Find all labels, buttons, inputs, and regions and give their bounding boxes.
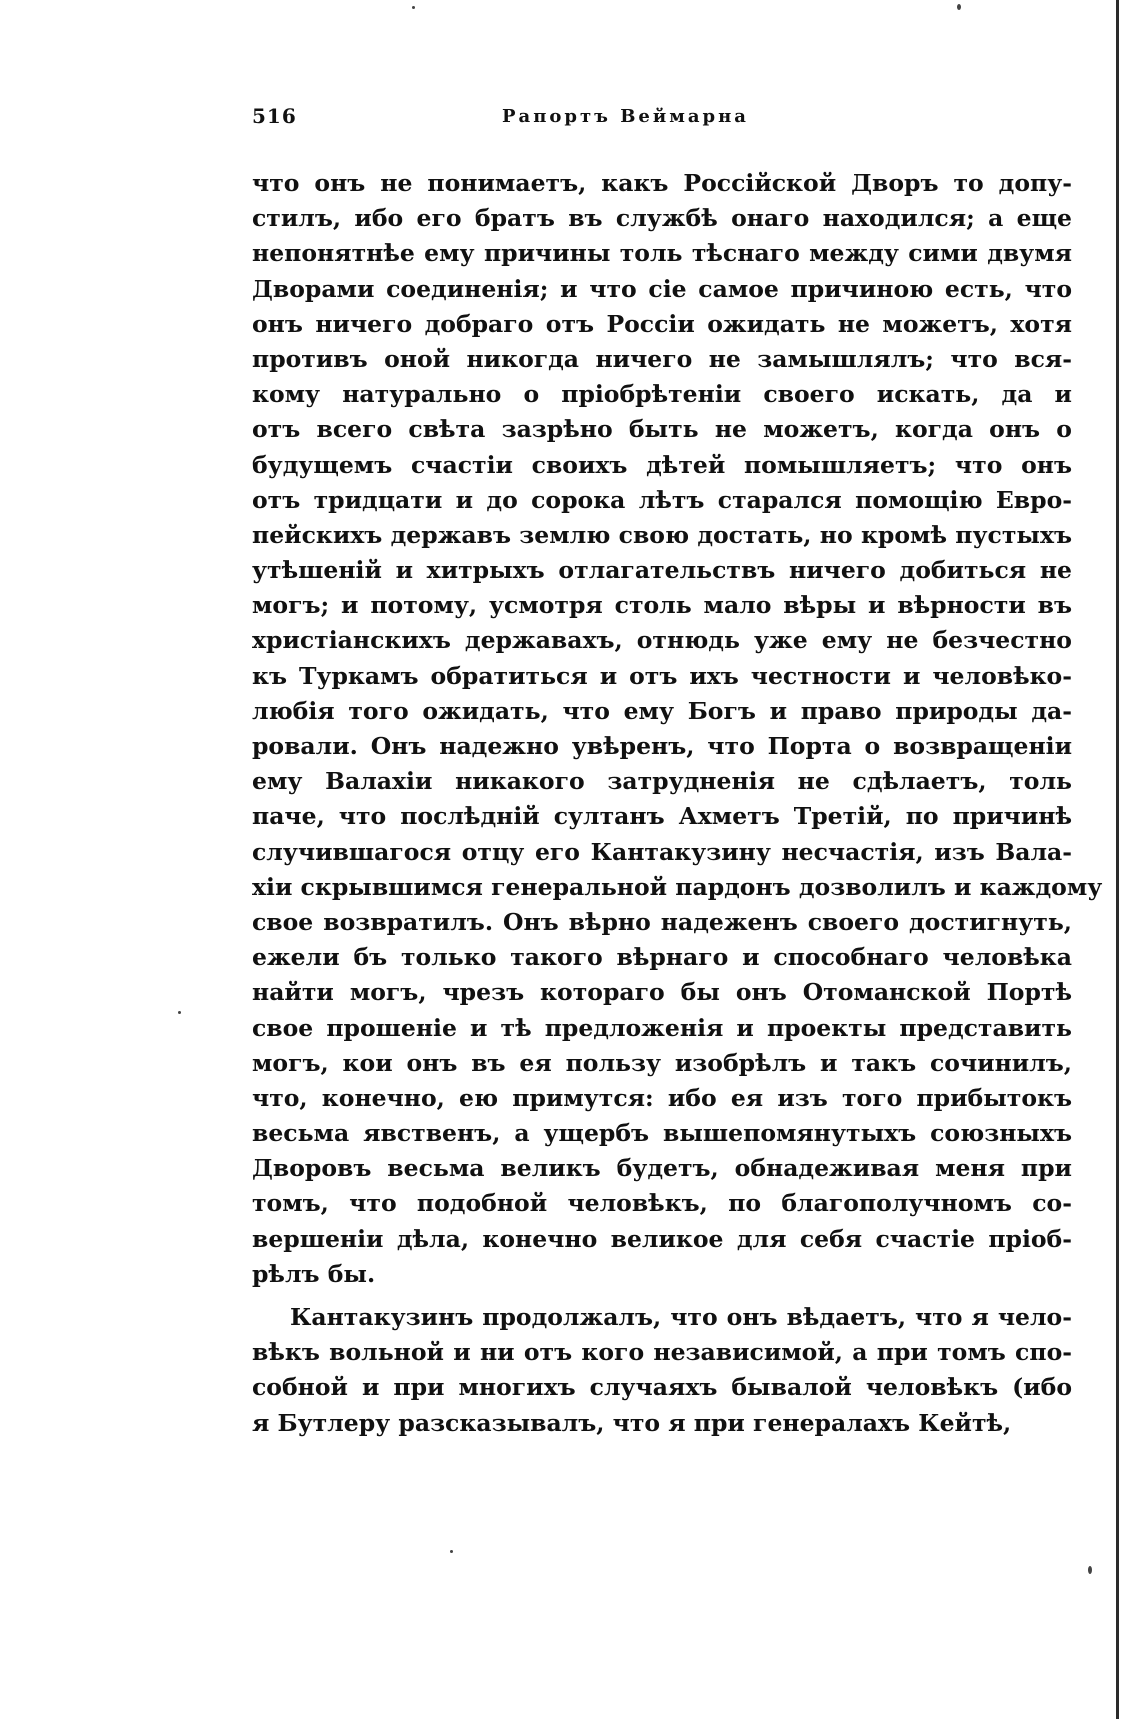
text-line: непонятнѣе ему причины толь тѣснаго между сими двумя — [252, 239, 1072, 268]
text-line: что онъ не понимаетъ, какъ Россійской Дворъ то допу- — [252, 169, 1072, 197]
text-line: Дворами соединенія; и что сіе самое причиною есть, что — [252, 274, 1072, 303]
text-line: вершеніи дѣла, конечно великое для себя счастіе пріоб- — [252, 1224, 1072, 1253]
text-line: Дворовъ весьма великъ будетъ, обнадеживая меня при — [252, 1154, 1072, 1183]
text-line: найти могъ, чрезъ котораго бы онъ Отоманской Портѣ — [252, 978, 1072, 1007]
text-line: кому натурально о пріобрѣтеніи своего искать, да и — [252, 380, 1072, 409]
text-line: ежели бъ только такого вѣрнаго и способнаго человѣка — [252, 943, 1072, 972]
paragraph-gap — [252, 1292, 1072, 1300]
ink-speck — [178, 1011, 181, 1014]
text-line: отъ тридцати и до сорока лѣтъ старался помощію Евро- — [252, 485, 1072, 514]
text-line: рѣлъ бы. — [252, 1259, 376, 1288]
text-line: утѣшеній и хитрыхъ отлагательствъ ничего добиться не — [252, 556, 1072, 585]
body-text — [252, 166, 1103, 1441]
text-line: стилъ, ибо его братъ въ службѣ онаго находился; а еще — [252, 204, 1072, 233]
text-line: случившагося отцу его Кантакузину несчастія, изъ Вала- — [252, 837, 1072, 866]
running-title: Рапортъ Веймарна — [502, 106, 749, 127]
text-line: будущемъ счастіи своихъ дѣтей помышляетъ; что онъ — [252, 450, 1072, 479]
text-line: пейскихъ державъ землю свою достать, но кромѣ пустыхъ — [252, 520, 1072, 549]
text-line: ему Валахіи никакого затрудненія не сдѣлаетъ, толь — [252, 767, 1072, 796]
ink-speck — [957, 4, 961, 10]
text-line: любія того ожидать, что ему Богъ и право природы да- — [252, 696, 1072, 725]
page-header — [252, 104, 812, 134]
text-line: вѣкъ вольной и ни отъ кого независимой, а при томъ спо- — [252, 1338, 1072, 1367]
ink-speck — [450, 1550, 453, 1553]
text-line: томъ, что подобной человѣкъ, по благополучномъ со- — [252, 1189, 1072, 1218]
ink-speck — [412, 6, 415, 9]
page-edge-shadow — [1116, 0, 1119, 1719]
paragraph — [252, 166, 1103, 1292]
text-line: могъ; и потому, усмотря столь мало вѣры и вѣрности въ — [252, 591, 1072, 620]
text-line: могъ, кои онъ въ ея пользу изобрѣлъ и такъ сочинилъ, — [252, 1048, 1072, 1077]
text-line: свое возвратилъ. Онъ вѣрно надеженъ своего достигнуть, — [252, 907, 1072, 936]
text-line: онъ ничего добраго отъ Россіи ожидать не можетъ, хотя — [252, 309, 1072, 338]
text-line: паче, что послѣдній султанъ Ахметъ Третій, по причинѣ — [252, 802, 1072, 831]
text-line: собной и при многихъ случаяхъ бывалой человѣкъ (ибо — [252, 1373, 1072, 1402]
paragraph — [252, 1300, 1072, 1441]
text-line: весьма явственъ, а ущербъ вышепомянутыхъ союзныхъ — [252, 1119, 1072, 1148]
text-line: ровали. Онъ надежно увѣренъ, что Порта о возвращеніи — [252, 732, 1072, 760]
text-line: что, конечно, ею примутся: ибо ея изъ того прибытокъ — [252, 1083, 1072, 1112]
text-line: христіанскихъ державахъ, отнюдь уже ему не безчестно — [252, 626, 1072, 655]
text-line: отъ всего свѣта зазрѣно быть не можетъ, когда онъ о — [252, 415, 1072, 444]
text-line: свое прошеніе и тѣ предложенія и проекты представить — [252, 1013, 1072, 1042]
ink-speck — [1088, 1566, 1092, 1574]
text-line: Кантакузинъ продолжалъ, что онъ вѣдаетъ, что я чело- — [290, 1303, 1072, 1331]
text-line: къ Туркамъ обратиться и отъ ихъ честности и человѣко- — [252, 661, 1072, 690]
text-line: противъ оной никогда ничего не замышлялъ; что вся- — [252, 344, 1072, 373]
page-number: 516 — [252, 104, 297, 128]
text-line: хіи скрывшимся генеральной пардонъ дозволилъ и каждому — [252, 872, 1103, 901]
text-line: я Бутлеру разсказывалъ, что я при генералахъ Кейтѣ, — [252, 1408, 1012, 1437]
